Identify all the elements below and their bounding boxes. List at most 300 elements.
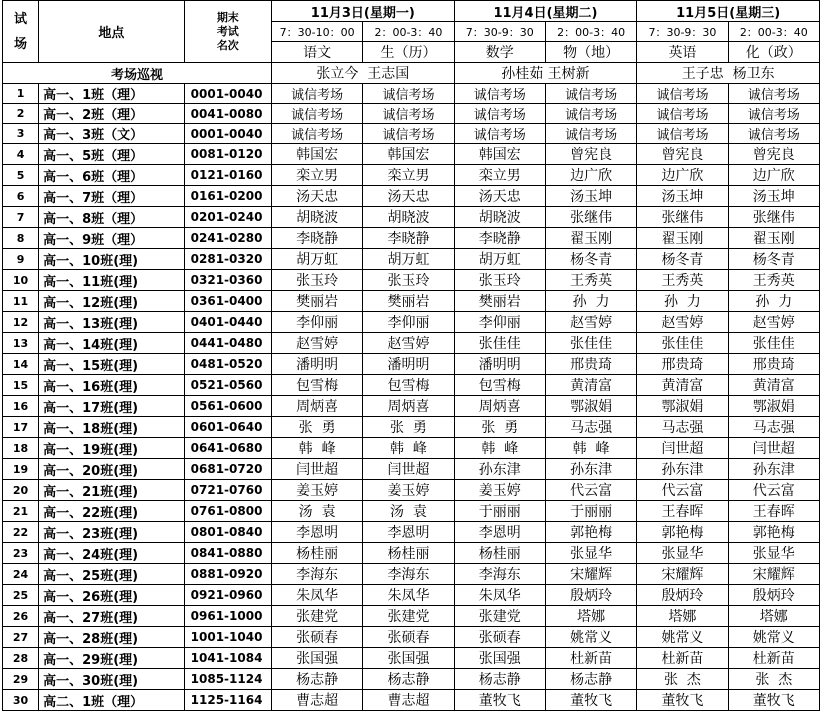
seat-range-cell: 0761-0800 [184, 501, 271, 522]
seat-range-cell: 0001-0040 [184, 124, 271, 144]
room-number-cell: 10 [3, 270, 39, 291]
location-cell: 高一、27班(理) [39, 606, 185, 627]
proctor-cell: 栾立男 [363, 165, 454, 186]
proctor-cell: 汤玉坤 [637, 186, 728, 207]
seat-range-cell: 0161-0200 [184, 186, 271, 207]
seat-range-cell: 0801-0840 [184, 522, 271, 543]
table-row [3, 375, 820, 396]
proctor-cell: 胡万虹 [363, 249, 454, 270]
proctor-cell: 潘明明 [271, 354, 362, 375]
table-row [3, 270, 820, 291]
room-number-cell: 9 [3, 249, 39, 270]
proctor-cell: 鄂淑娟 [545, 396, 636, 417]
proctor-cell: 黄清富 [637, 375, 728, 396]
table-row [3, 543, 820, 564]
proctor-cell: 张硕春 [271, 627, 362, 648]
day-3-patrol: 王子忠 杨卫东 [637, 63, 820, 84]
proctor-cell: 郭艳梅 [545, 522, 636, 543]
proctor-cell: 诚信考场 [637, 104, 728, 124]
proctor-cell: 王秀英 [728, 270, 819, 291]
table-row [3, 438, 820, 459]
proctor-cell: 周炳喜 [363, 396, 454, 417]
location-cell: 高一、14班(理) [39, 333, 185, 354]
proctor-cell: 诚信考场 [271, 124, 362, 144]
proctor-cell: 诚信考场 [728, 84, 819, 104]
proctor-cell: 杨志静 [545, 669, 636, 690]
proctor-cell: 张建党 [363, 606, 454, 627]
proctor-cell: 潘明明 [363, 354, 454, 375]
location-cell: 高一、22班(理) [39, 501, 185, 522]
room-number-cell: 14 [3, 354, 39, 375]
proctor-cell: 孙东津 [545, 459, 636, 480]
proctor-cell: 闫世超 [363, 459, 454, 480]
table-row [3, 648, 820, 669]
proctor-cell: 汤天忠 [271, 186, 362, 207]
table-row [3, 396, 820, 417]
proctor-cell: 张硕春 [363, 627, 454, 648]
proctor-cell: 姚常义 [637, 627, 728, 648]
proctor-cell: 诚信考场 [637, 124, 728, 144]
proctor-cell: 赵雪婷 [637, 312, 728, 333]
proctor-cell: 塔娜 [728, 606, 819, 627]
location-cell: 高一、2班（理） [39, 104, 185, 124]
seat-range-cell: 0201-0240 [184, 207, 271, 228]
table-row [3, 606, 820, 627]
table-row [3, 459, 820, 480]
seat-range-cell: 0881-0920 [184, 564, 271, 585]
proctor-cell: 曾宪良 [637, 144, 728, 165]
day-1-afternoon-subject: 生（历） [363, 42, 454, 63]
proctor-cell: 栾立男 [271, 165, 362, 186]
proctor-cell: 张继伟 [637, 207, 728, 228]
seat-range-cell: 0401-0440 [184, 312, 271, 333]
proctor-cell: 诚信考场 [271, 84, 362, 104]
proctor-cell: 诚信考场 [363, 84, 454, 104]
location-cell: 高一、10班(理) [39, 249, 185, 270]
proctor-cell: 董牧飞 [728, 690, 819, 711]
location-cell: 高一、11班(理) [39, 270, 185, 291]
location-cell: 高一、6班（理） [39, 165, 185, 186]
proctor-cell: 诚信考场 [363, 124, 454, 144]
room-number-cell: 15 [3, 375, 39, 396]
day-3-morning-time: 7：30-9：30 [637, 22, 728, 42]
seat-range-cell: 1085-1124 [184, 669, 271, 690]
day-1-afternoon-time: 2：00-3：40 [363, 22, 454, 42]
day-1-patrol: 张立今 王志国 [271, 63, 454, 84]
proctor-cell: 张佳佳 [454, 333, 545, 354]
proctor-cell: 杜新苗 [545, 648, 636, 669]
proctor-cell: 董牧飞 [637, 690, 728, 711]
room-number-cell: 24 [3, 564, 39, 585]
proctor-cell: 殷炳玲 [728, 585, 819, 606]
room-number-cell: 3 [3, 124, 39, 144]
room-number-cell: 2 [3, 104, 39, 124]
proctor-cell: 李恩明 [271, 522, 362, 543]
proctor-cell: 张 勇 [363, 417, 454, 438]
location-cell: 高一、29班(理) [39, 648, 185, 669]
exam-proctor-schedule-table [2, 0, 820, 711]
proctor-cell: 姚常义 [545, 627, 636, 648]
proctor-cell: 宋耀辉 [545, 564, 636, 585]
location-cell: 高一、9班（理） [39, 228, 185, 249]
proctor-cell: 宋耀辉 [637, 564, 728, 585]
room-number-cell: 27 [3, 627, 39, 648]
proctor-cell: 张建党 [454, 606, 545, 627]
proctor-cell: 张国强 [454, 648, 545, 669]
seat-range-cell: 0361-0400 [184, 291, 271, 312]
location-cell: 高一、1班（理） [39, 84, 185, 104]
table-row [3, 480, 820, 501]
proctor-cell: 朱凤华 [271, 585, 362, 606]
day-3-date: 11月5日(星期三) [637, 1, 820, 22]
proctor-cell: 诚信考场 [545, 104, 636, 124]
day-3-morning-subject: 英语 [637, 42, 728, 63]
proctor-cell: 赵雪婷 [363, 333, 454, 354]
room-number-cell: 1 [3, 84, 39, 104]
proctor-cell: 马志强 [637, 417, 728, 438]
proctor-cell: 樊丽岩 [271, 291, 362, 312]
proctor-cell: 孙 力 [728, 291, 819, 312]
room-number-cell: 4 [3, 144, 39, 165]
room-number-cell: 22 [3, 522, 39, 543]
proctor-cell: 孙东津 [454, 459, 545, 480]
location-cell: 高一、26班(理) [39, 585, 185, 606]
room-number-cell: 29 [3, 669, 39, 690]
proctor-cell: 李海东 [363, 564, 454, 585]
day-2-afternoon-subject: 物（地） [545, 42, 636, 63]
table-row [3, 228, 820, 249]
proctor-cell: 杨桂丽 [363, 543, 454, 564]
patrol-label: 考场巡视 [3, 63, 272, 84]
table-row [3, 124, 820, 144]
proctor-cell: 杨冬青 [728, 249, 819, 270]
proctor-cell: 马志强 [545, 417, 636, 438]
proctor-cell: 殷炳玲 [545, 585, 636, 606]
proctor-cell: 董牧飞 [454, 690, 545, 711]
proctor-cell: 胡晓波 [271, 207, 362, 228]
location-cell: 高一、25班(理) [39, 564, 185, 585]
seat-range-cell: 0721-0760 [184, 480, 271, 501]
proctor-cell: 代云富 [728, 480, 819, 501]
proctor-cell: 孙 力 [637, 291, 728, 312]
proctor-cell: 张硕春 [454, 627, 545, 648]
seat-range-cell: 0041-0080 [184, 104, 271, 124]
table-row [3, 144, 820, 165]
proctor-cell: 包雪梅 [454, 375, 545, 396]
proctor-cell: 姚常义 [728, 627, 819, 648]
table-row [3, 104, 820, 124]
seat-range-cell: 1001-1040 [184, 627, 271, 648]
proctor-cell: 张玉玲 [363, 270, 454, 291]
table-row [3, 84, 820, 104]
proctor-cell: 樊丽岩 [454, 291, 545, 312]
proctor-cell: 张显华 [545, 543, 636, 564]
proctor-cell: 张国强 [271, 648, 362, 669]
proctor-cell: 韩国宏 [454, 144, 545, 165]
proctor-cell: 李海东 [271, 564, 362, 585]
table-row [3, 417, 820, 438]
seat-range-cell: 0521-0560 [184, 375, 271, 396]
proctor-cell: 杨冬青 [545, 249, 636, 270]
table-row [3, 312, 820, 333]
proctor-cell: 邢贵琦 [728, 354, 819, 375]
proctor-cell: 韩 峰 [271, 438, 362, 459]
proctor-cell: 姜玉婷 [271, 480, 362, 501]
location-cell: 高一、17班(理) [39, 396, 185, 417]
proctor-cell: 张玉玲 [454, 270, 545, 291]
proctor-cell: 诚信考场 [271, 104, 362, 124]
proctor-cell: 翟玉刚 [728, 228, 819, 249]
proctor-cell: 包雪梅 [271, 375, 362, 396]
location-cell: 高一、28班(理) [39, 627, 185, 648]
table-row [3, 564, 820, 585]
proctor-cell: 韩国宏 [271, 144, 362, 165]
proctor-cell: 汤 袁 [271, 501, 362, 522]
location-cell: 高一、16班(理) [39, 375, 185, 396]
proctor-cell: 孙东津 [728, 459, 819, 480]
proctor-cell: 诚信考场 [637, 84, 728, 104]
room-number-cell: 25 [3, 585, 39, 606]
proctor-cell: 汤天忠 [454, 186, 545, 207]
proctor-cell: 张玉玲 [271, 270, 362, 291]
proctor-cell: 杨志静 [454, 669, 545, 690]
proctor-cell: 宋耀辉 [728, 564, 819, 585]
proctor-cell: 胡万虹 [454, 249, 545, 270]
proctor-cell: 闫世超 [271, 459, 362, 480]
seat-range-cell: 0601-0640 [184, 417, 271, 438]
proctor-cell: 胡万虹 [271, 249, 362, 270]
proctor-cell: 邢贵琦 [545, 354, 636, 375]
table-row [3, 354, 820, 375]
location-cell: 高一、7班（理） [39, 186, 185, 207]
proctor-cell: 马志强 [728, 417, 819, 438]
table-row [3, 291, 820, 312]
proctor-cell: 胡晓波 [454, 207, 545, 228]
proctor-cell: 韩 峰 [545, 438, 636, 459]
room-number-cell: 28 [3, 648, 39, 669]
proctor-cell: 韩 峰 [454, 438, 545, 459]
proctor-cell: 栾立男 [454, 165, 545, 186]
proctor-cell: 杨桂丽 [454, 543, 545, 564]
room-number-cell: 6 [3, 186, 39, 207]
proctor-cell: 郭艳梅 [728, 522, 819, 543]
proctor-cell: 朱凤华 [363, 585, 454, 606]
proctor-cell: 邢贵琦 [637, 354, 728, 375]
proctor-cell: 张继伟 [728, 207, 819, 228]
proctor-cell: 杨桂丽 [271, 543, 362, 564]
table-row [3, 207, 820, 228]
proctor-cell: 塔娜 [545, 606, 636, 627]
proctor-cell: 曾宪良 [728, 144, 819, 165]
proctor-cell: 诚信考场 [545, 84, 636, 104]
proctor-cell: 包雪梅 [363, 375, 454, 396]
proctor-cell: 王秀英 [545, 270, 636, 291]
proctor-cell: 张继伟 [545, 207, 636, 228]
seat-range-cell: 0641-0680 [184, 438, 271, 459]
proctor-cell: 张 勇 [271, 417, 362, 438]
room-number-cell: 12 [3, 312, 39, 333]
proctor-cell: 张 杰 [728, 669, 819, 690]
proctor-cell: 代云富 [637, 480, 728, 501]
proctor-cell: 王秀英 [637, 270, 728, 291]
location-cell: 高一、5班（理） [39, 144, 185, 165]
proctor-cell: 诚信考场 [728, 104, 819, 124]
room-number-cell: 13 [3, 333, 39, 354]
proctor-cell: 李恩明 [363, 522, 454, 543]
location-cell: 高一、20班(理) [39, 459, 185, 480]
room-number-cell: 30 [3, 690, 39, 711]
table-row [3, 522, 820, 543]
proctor-cell: 张显华 [637, 543, 728, 564]
proctor-cell: 诚信考场 [454, 84, 545, 104]
seat-range-cell: 0561-0600 [184, 396, 271, 417]
table-row [3, 333, 820, 354]
proctor-cell: 杨志静 [363, 669, 454, 690]
day-2-patrol: 孙桂茹 王树新 [454, 63, 637, 84]
room-number-cell: 8 [3, 228, 39, 249]
proctor-cell: 张佳佳 [545, 333, 636, 354]
seat-range-cell: 0241-0280 [184, 228, 271, 249]
proctor-cell: 汤 袁 [363, 501, 454, 522]
proctor-cell: 周炳喜 [271, 396, 362, 417]
table-row [3, 627, 820, 648]
location-cell: 高一、8班（理） [39, 207, 185, 228]
proctor-cell: 李仰丽 [363, 312, 454, 333]
proctor-cell: 鄂淑娟 [728, 396, 819, 417]
proctor-cell: 韩 峰 [363, 438, 454, 459]
proctor-cell: 杨志静 [271, 669, 362, 690]
room-number-cell: 5 [3, 165, 39, 186]
proctor-cell: 李晓静 [271, 228, 362, 249]
proctor-cell: 汤天忠 [363, 186, 454, 207]
day-3-afternoon-time: 2：00-3：40 [728, 22, 819, 42]
day-2-afternoon-time: 2：00-3：40 [545, 22, 636, 42]
proctor-cell: 诚信考场 [454, 124, 545, 144]
room-number-cell: 20 [3, 480, 39, 501]
proctor-cell: 汤玉坤 [728, 186, 819, 207]
seat-range-cell: 0921-0960 [184, 585, 271, 606]
table-row [3, 249, 820, 270]
proctor-cell: 翟玉刚 [637, 228, 728, 249]
proctor-cell: 赵雪婷 [545, 312, 636, 333]
proctor-cell: 张国强 [363, 648, 454, 669]
proctor-cell: 鄂淑娟 [637, 396, 728, 417]
proctor-cell: 郭艳梅 [637, 522, 728, 543]
seat-range-header: 期末 考试 名次 [184, 1, 271, 63]
proctor-cell: 汤玉坤 [545, 186, 636, 207]
proctor-cell: 闫世超 [728, 438, 819, 459]
seat-range-cell: 0281-0320 [184, 249, 271, 270]
room-number-cell: 26 [3, 606, 39, 627]
location-cell: 高一、30班(理) [39, 669, 185, 690]
table-row [3, 669, 820, 690]
location-header: 地点 [39, 1, 185, 63]
proctor-cell: 塔娜 [637, 606, 728, 627]
room-number-cell: 16 [3, 396, 39, 417]
location-cell: 高一、12班(理) [39, 291, 185, 312]
proctor-cell: 杜新苗 [728, 648, 819, 669]
proctor-cell: 张建党 [271, 606, 362, 627]
proctor-cell: 赵雪婷 [728, 312, 819, 333]
proctor-cell: 诚信考场 [454, 104, 545, 124]
proctor-cell: 董牧飞 [545, 690, 636, 711]
proctor-cell: 孙东津 [637, 459, 728, 480]
seat-range-cell: 0481-0520 [184, 354, 271, 375]
proctor-cell: 边广欣 [545, 165, 636, 186]
seat-range-cell: 0441-0480 [184, 333, 271, 354]
proctor-cell: 杨冬青 [637, 249, 728, 270]
proctor-cell: 张佳佳 [637, 333, 728, 354]
proctor-cell: 殷炳玲 [637, 585, 728, 606]
proctor-cell: 张显华 [728, 543, 819, 564]
proctor-cell: 李仰丽 [271, 312, 362, 333]
location-cell: 高一、23班(理) [39, 522, 185, 543]
proctor-cell: 赵雪婷 [271, 333, 362, 354]
proctor-cell: 朱凤华 [454, 585, 545, 606]
day-2-morning-time: 7：30-9：30 [454, 22, 545, 42]
proctor-cell: 李晓静 [454, 228, 545, 249]
location-cell: 高一、18班(理) [39, 417, 185, 438]
proctor-cell: 王春晖 [728, 501, 819, 522]
proctor-cell: 边广欣 [728, 165, 819, 186]
proctor-cell: 张佳佳 [728, 333, 819, 354]
proctor-cell: 诚信考场 [545, 124, 636, 144]
proctor-cell: 于丽丽 [454, 501, 545, 522]
seat-range-cell: 0081-0120 [184, 144, 271, 165]
table-row [3, 690, 820, 711]
seat-range-cell: 0841-0880 [184, 543, 271, 564]
proctor-cell: 曾宪良 [545, 144, 636, 165]
seat-range-cell: 0681-0720 [184, 459, 271, 480]
proctor-cell: 黄清富 [545, 375, 636, 396]
proctor-cell: 姜玉婷 [454, 480, 545, 501]
location-cell: 高二、1班（理） [39, 690, 185, 711]
proctor-cell: 代云富 [545, 480, 636, 501]
proctor-cell: 潘明明 [454, 354, 545, 375]
proctor-cell: 姜玉婷 [363, 480, 454, 501]
proctor-cell: 于丽丽 [545, 501, 636, 522]
proctor-cell: 李晓静 [363, 228, 454, 249]
proctor-cell: 曹志超 [271, 690, 362, 711]
proctor-cell: 曹志超 [363, 690, 454, 711]
table-row [3, 501, 820, 522]
proctor-cell: 李海东 [454, 564, 545, 585]
proctor-cell: 张 杰 [637, 669, 728, 690]
proctor-cell: 王春晖 [637, 501, 728, 522]
proctor-cell: 翟玉刚 [545, 228, 636, 249]
day-2-morning-subject: 数学 [454, 42, 545, 63]
proctor-cell: 韩国宏 [363, 144, 454, 165]
room-number-cell: 17 [3, 417, 39, 438]
day-1-morning-time: 7：30-10：00 [271, 22, 362, 42]
proctor-cell: 边广欣 [637, 165, 728, 186]
proctor-cell: 李恩明 [454, 522, 545, 543]
room-number-cell: 23 [3, 543, 39, 564]
proctor-cell: 杜新苗 [637, 648, 728, 669]
proctor-cell: 诚信考场 [728, 124, 819, 144]
room-number-cell: 11 [3, 291, 39, 312]
proctor-cell: 樊丽岩 [363, 291, 454, 312]
day-2-date: 11月4日(星期二) [454, 1, 637, 22]
seat-range-cell: 1041-1084 [184, 648, 271, 669]
proctor-cell: 闫世超 [637, 438, 728, 459]
location-cell: 高一、3班（文） [39, 124, 185, 144]
table-row [3, 165, 820, 186]
room-number-cell: 18 [3, 438, 39, 459]
seat-range-cell: 1125-1164 [184, 690, 271, 711]
proctor-cell: 周炳喜 [454, 396, 545, 417]
proctor-cell: 张 勇 [454, 417, 545, 438]
